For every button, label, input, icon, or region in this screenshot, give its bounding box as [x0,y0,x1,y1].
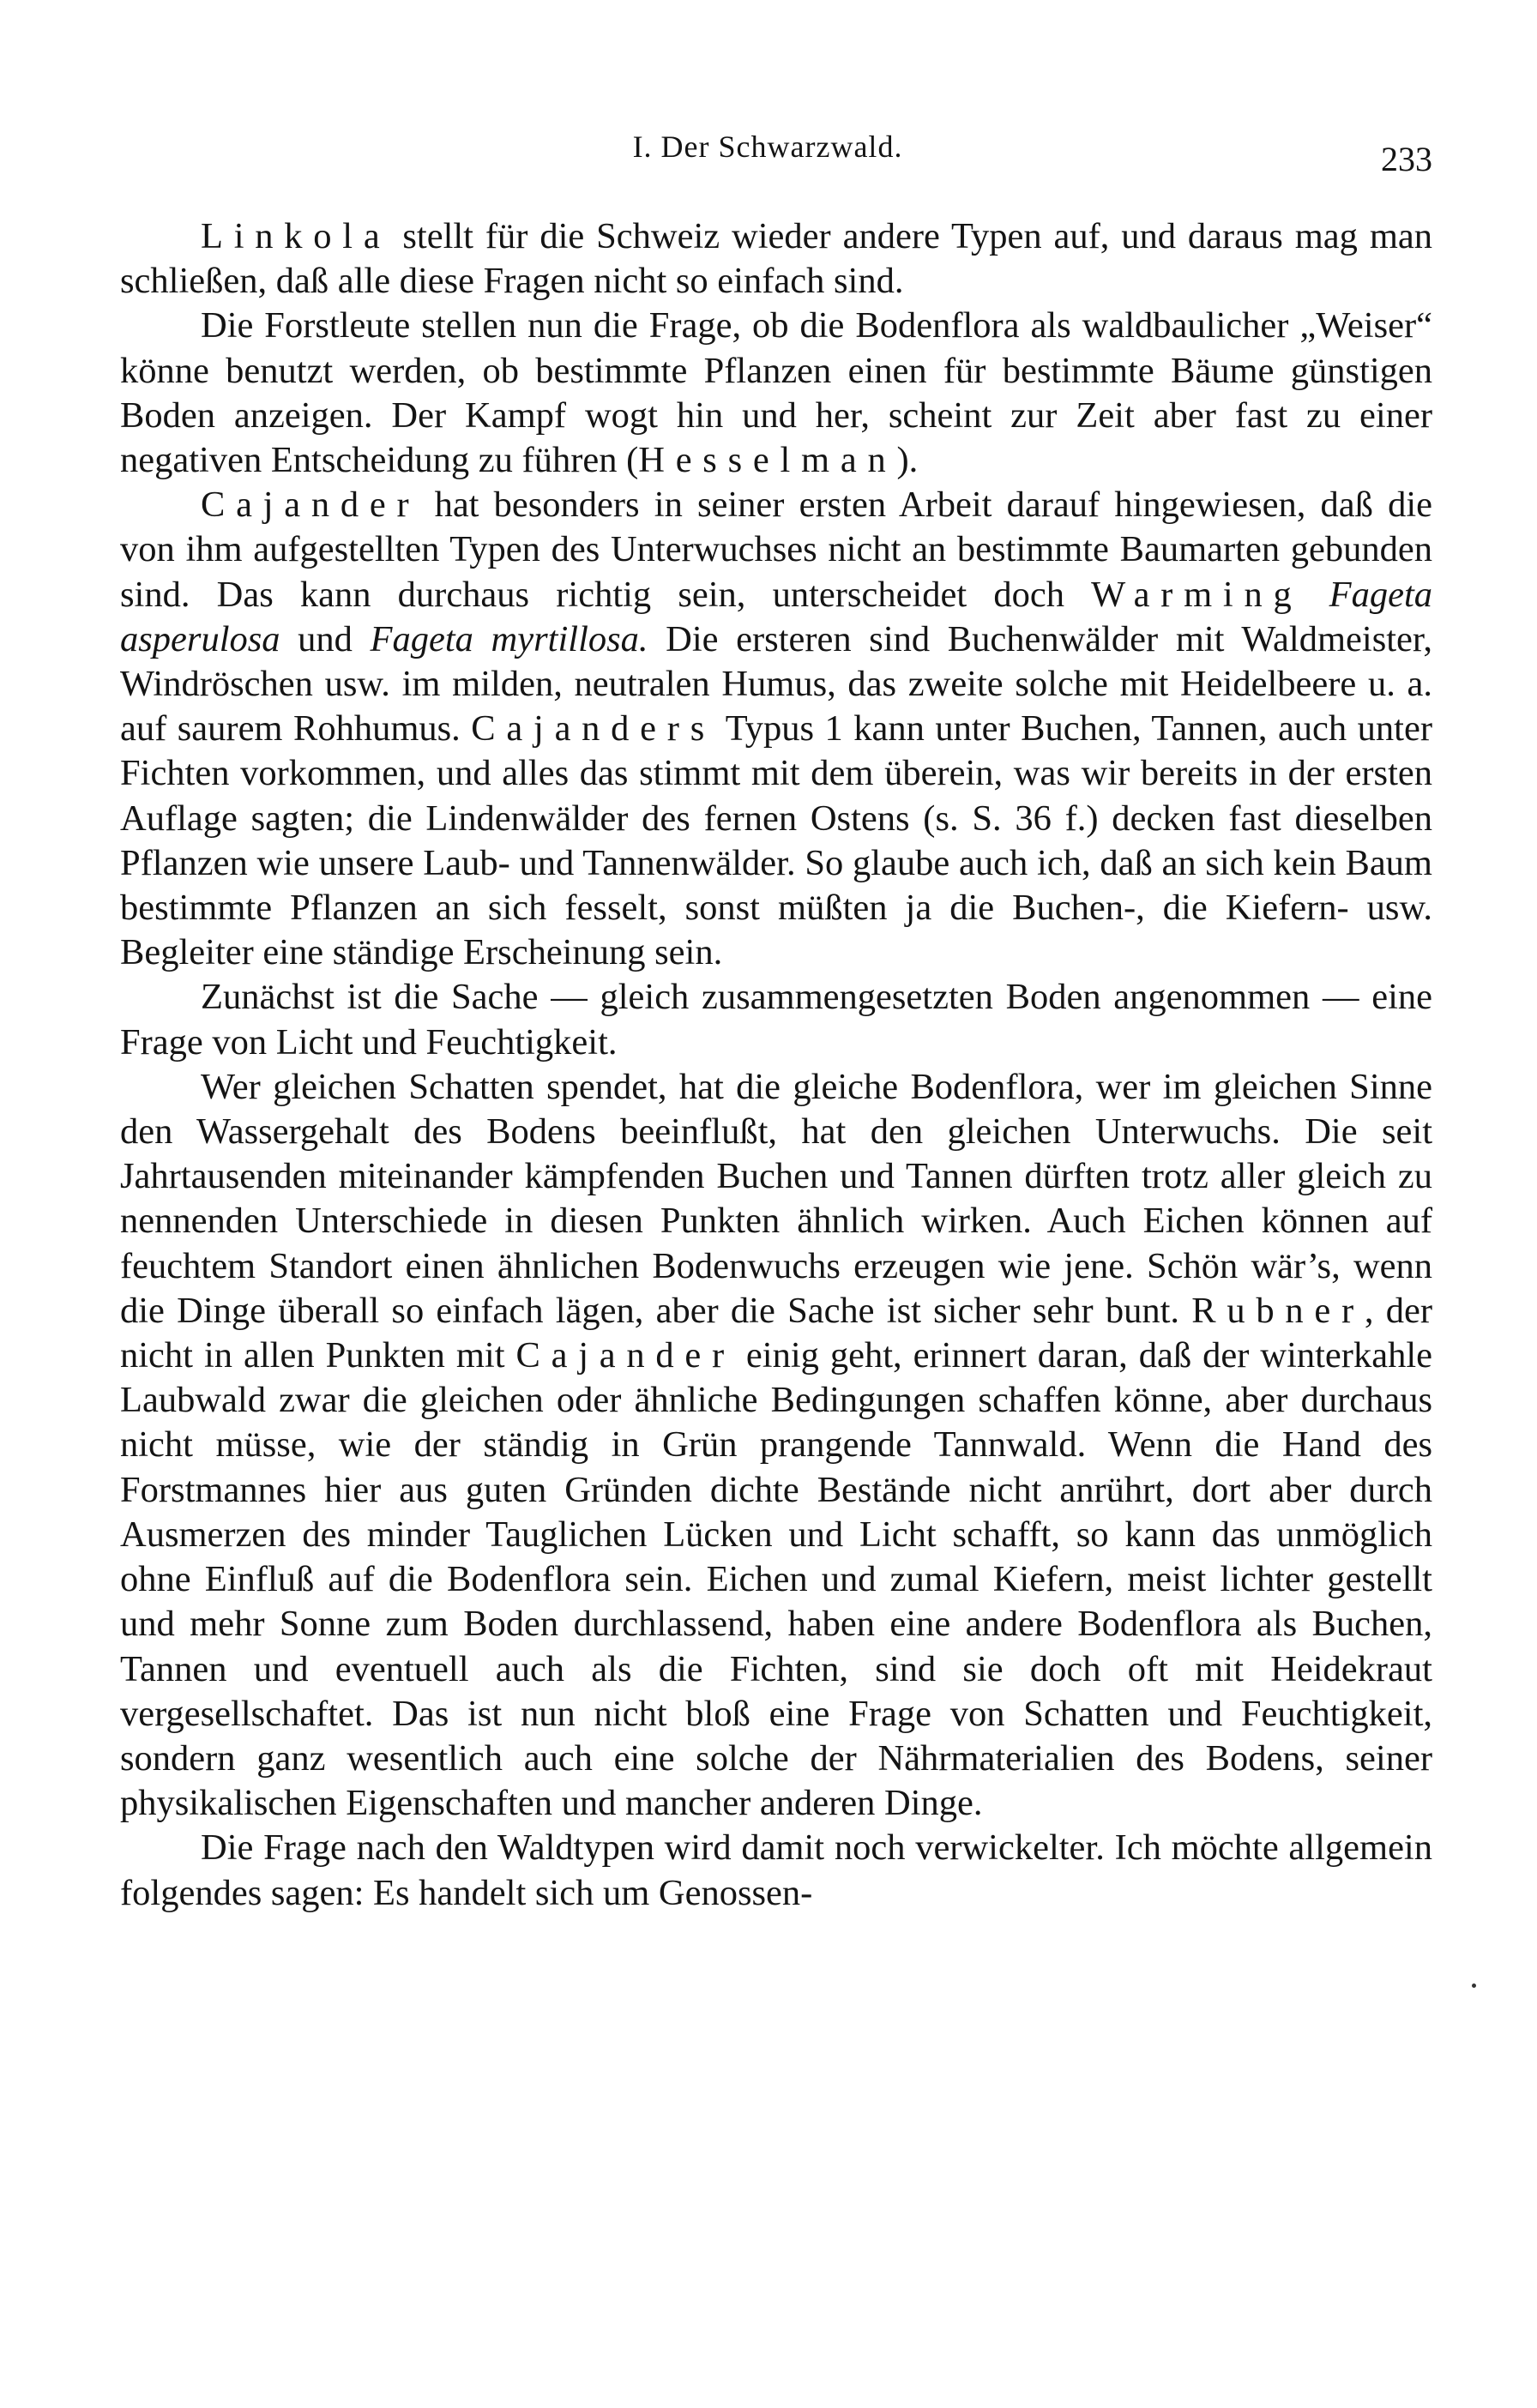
page-header [120,129,1432,180]
paragraph [120,214,1432,304]
print-speck [1472,1984,1476,1988]
text-run: , der nicht in allen Punkten mit [120,1290,1432,1376]
text-run: Wer gleichen Schatten spendet, hat die gleiche Bodenflora, wer im gleichen Sinne den Wassergehalt des Bodens beeinflußt, hat den gleichen Unterwuchs. Die seit Jahrtausenden miteinander kämpfenden Buchen und Tannen dürften trotz aller gleich zu nennenden Unterschiede in diesen Punkten ähnlich wirken. Auch Eichen können auf feuchtem Standort einen ähnlichen Bodenwuchs erzeugen wie jene. Schön wär’s, wenn die Dinge überall so einfach lägen, aber die Sache ist sicher sehr bunt. [120,1066,1432,1331]
running-title: I. Der Schwarzwald. [632,129,903,164]
text-run: stellt für die Schweiz wieder andere Typen auf, und daraus mag man schließen, daß alle diese Fragen nicht so einfach sind. [120,216,1432,302]
paragraph [120,304,1432,483]
author-name: Rubner [1191,1290,1365,1331]
author-name: Linkola [201,216,391,256]
text-run [1302,575,1329,615]
paragraph [120,1065,1432,1826]
text-run: Die Forstleute stellen nun die Frage, ob die Bodenflora als waldbaulicher „Weiser“ könne benutzt werden, ob bestimmte Pflanzen einen für bestimmte Bäume günstigen Boden anzeigen. Der Kampf wogt hin und her, scheint zur Zeit aber fast zu einer negativen Entscheidung zu führen ( [120,305,1432,481]
body-text [120,214,1432,1916]
text-run: ). [896,440,919,481]
author-name: Cajander [515,1335,735,1376]
text-run: und [280,618,371,659]
paragraph [120,1826,1432,1915]
author-name: Cajanders [471,708,715,749]
text-run: einig geht, erinnert daran, daß der winterkahle Laubwald zwar die gleichen oder ähnliche Bedingungen schaffen könne, aber durchaus nicht müsse, wie der ständig in Grün prangende Tannwald. Wenn die Hand des Forstmannes hier aus guten Gründen dichte Bestände nicht anrührt, dort aber durch Ausmerzen des minder Tauglichen Lücken und Licht schafft, so kann das unmöglich ohne Einfluß auf die Bodenflora sein. Eichen und zumal Kiefern, meist lichter gestellt und mehr Sonne zum Boden durchlassend, haben eine andere Bodenflora als Buchen, Tannen und eventuell auch als die Fichten, sind sie doch oft mit Heidekraut vergesellschaftet. Das ist nun nicht bloß eine Frage von Schatten und Feuchtigkeit, sondern ganz wesentlich auch eine solche der Nährmaterialien des Bodens, seiner physikalischen Eigenschaften und mancher anderen Dinge. [120,1335,1432,1824]
text-run: hat besonders in seiner ersten Arbeit darauf hingewiesen, daß die von ihm aufgestellten Typen des Unterwuchses nicht an bestimmte Baumarten gebunden sind. Das kann durchaus richtig sein, unterscheidet doch [120,485,1432,615]
species-name: Fageta asperulosa [120,574,1433,659]
species-name: Fageta myrtillosa. [370,618,648,659]
text-run: Typus 1 kann unter Buchen, Tannen, auch unter Fichten vorkommen, und alles das stimmt mit dem überein, was wir bereits in der ersten Auflage sagten; die Lindenwälder des fernen Ostens (s. S. 36 f.) decken fast dieselben Pflanzen wie unsere Laub- und Tannenwälder. So glaube auch ich, daß an sich kein Baum bestimmte Pflanzen an sich fesselt, sonst müßten ja die Buchen-, die Kiefern- usw. Begleiter eine ständige Erscheinung sein. [120,708,1432,973]
author-name: Cajander [201,485,420,526]
paragraph [120,975,1432,1064]
text-run: Die ersteren sind Buchenwälder mit Waldmeister, Windröschen usw. im milden, neutralen Humus, das zweite solche mit Heidelbeere u. a. auf saurem Rohhumus. [120,618,1432,749]
author-name: Hesselman [638,440,897,481]
paragraph [120,483,1432,975]
author-name: Warming [1091,574,1303,615]
text-run: Die Frage nach den Waldtypen wird damit noch verwickelter. Ich möchte allgemein folgendes sagen: Es handelt sich um Genossen- [120,1827,1432,1913]
page-number: 233 [1381,140,1432,178]
text-run: Zunächst ist die Sache — gleich zusammengesetzten Boden angenommen — eine Frage von Licht und Feuchtigkeit. [120,977,1432,1063]
